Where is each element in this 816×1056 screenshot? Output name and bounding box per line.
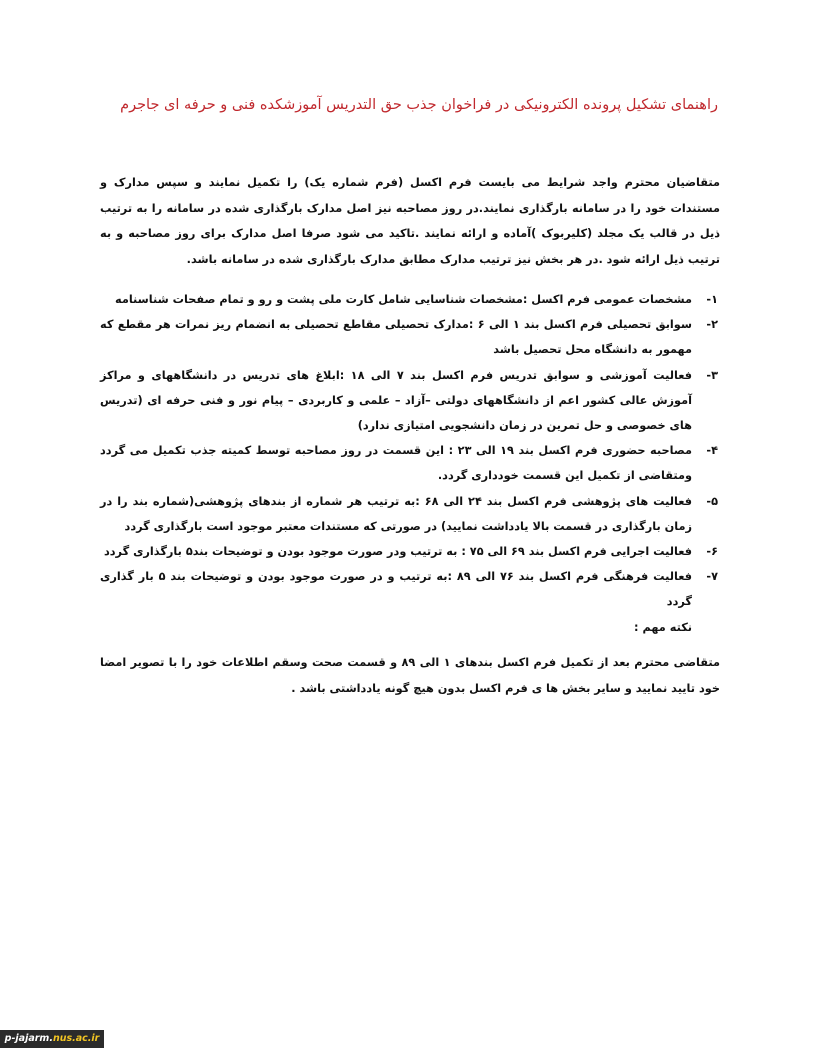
list-item-number: ۲- (706, 318, 718, 332)
website-domain: nus.ac.ir (52, 1033, 100, 1044)
list-item-text: فعالیت اجرایی فرم اکسل بند ۶۹ الی ۷۵ : به ترتیب ودر صورت موجود بودن و توضیحات بند۵ بارگذاری گردد (103, 545, 692, 559)
note-label (100, 615, 720, 640)
list-item-number: ۶- (706, 545, 718, 559)
list-item (100, 564, 720, 614)
list-item-number: ۴- (706, 444, 718, 458)
list-item-number: ۱- (706, 293, 718, 306)
website-prefix: p-jajarm. (4, 1033, 53, 1044)
intro-paragraph: متقاضیان محترم واجد شرایط می بایست فرم اکسل (فرم شماره یک) را تکمیل نمایند و سپس مدارک و مستندات خود را در سامانه بارگذاری نمایند.در روز مصاحبه نیز اصل مدارک بارگذاری شده در سامانه را به ترتیب ذیل در قالب یک مجلد (کلیربوک )آماده و ارائه نمایند .تاکید می شود صرفا اصل مدارک برای روز مصاحبه و به ترتیب ذیل ارائه شود .در هر بخش نیز ترتیب مدارک مطابق مدارک بارگذاری شده در سامانه باشد. (100, 176, 720, 266)
list-item-number: ۷- (706, 570, 718, 584)
closing-paragraph: متقاضی محترم بعد از تکمیل فرم اکسل بندهای ۱ الی ۸۹ و قسمت صحت وسقم اطلاعات خود را با تصویر امضا خود تایید نمایید و سایر بخش ها ی فرم اکسل بدون هیچ گونه یادداشتی باشد . (100, 656, 720, 695)
note-label-text: نکته مهم : (634, 620, 692, 634)
list-item-text: سوابق تحصیلی فرم اکسل بند ۱ الی ۶ :مدارک تحصیلی مقاطع تحصیلی به انضمام ریز نمرات هر مقطع که مهمور به دانشگاه محل تحصیل باشد (100, 318, 692, 357)
list-item (100, 312, 720, 362)
list-item-text: فعالیت آموزشی و سوابق تدریس فرم اکسل بند ۷ الی ۱۸ :ابلاغ های تدریس در دانشگاههای و مراکز آموزش عالی کشور اعم از دانشگاههای دولتی –آزاد – علمی و کاربردی – پیام نور و فنی حرفه ای (تدریس های خصوصی و حل تمرین در زمان دانشجویی امتیازی ندارد) (100, 368, 692, 433)
requirements-list (100, 287, 720, 640)
list-item (100, 539, 720, 564)
list-item (100, 489, 720, 539)
list-item-text: مصاحبه حضوری فرم اکسل بند ۱۹ الی ۲۳ : این قسمت در روز مصاحبه توسط کمیته جذب تکمیل می گردد ومتقاضی از تکمیل این قسمت خودداری گردد. (100, 444, 692, 483)
website-badge[interactable] (0, 1030, 104, 1048)
list-item-number: ۵- (706, 494, 718, 508)
list-item-text: فعالیت های پژوهشی فرم اکسل بند ۲۴ الی ۶۸ :به ترتیب هر شماره از بندهای پژوهشی(شماره بند را در زمان بارگذاری در قسمت بالا یادداشت نمایید) در صورتی که مستندات معتبر موجود است بارگذاری گردد (100, 494, 692, 533)
list-item (100, 438, 720, 488)
list-item-text: فعالیت فرهنگی فرم اکسل بند ۷۶ الی ۸۹ :به ترتیب و در صورت موجود بودن و توضیحات بند ۵ بار گذاری گردد (100, 570, 692, 609)
list-item (100, 363, 720, 439)
list-item-number: ۳- (706, 368, 718, 382)
list-item-text: مشخصات عمومی فرم اکسل :مشخصات شناسایی شامل کارت ملی پشت و رو و تمام صفحات شناسنامه (114, 293, 692, 306)
list-item (100, 287, 720, 312)
document-title: راهنمای تشکیل پرونده الکترونیکی در فراخوان جذب حق التدریس آموزشکده فنی و حرفه ای جاجرم (120, 97, 718, 113)
